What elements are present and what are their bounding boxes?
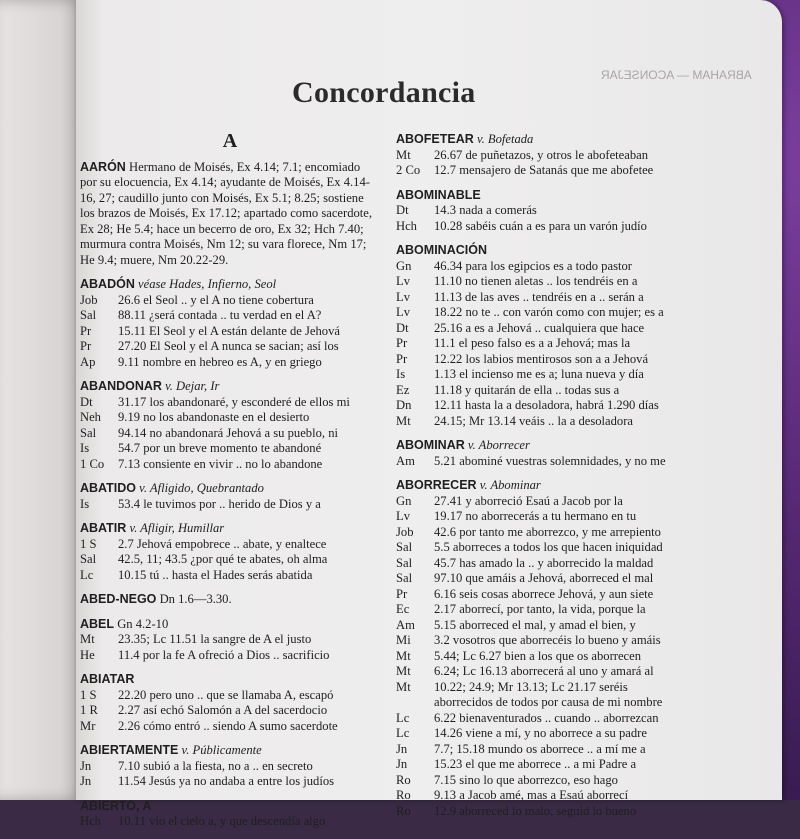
verse-text: 23.35; Lc 11.51 la sangre de A el justo (118, 632, 312, 646)
entry-heading-line (80, 743, 380, 759)
entry-heading-line (80, 521, 380, 537)
verse-text: 14.3 nada a comerás (434, 203, 537, 217)
book-abbrev: Pr (396, 351, 408, 366)
entry-description: Hermano de Moisés, Ex 4.14; 7.1; encomiado por su elocuencia, Ex 4.14; ayudante de Moisés, Ex 4.14-16, 27; caudillo junto con Moisés, Ex 5.1; 8.25; sostiene los brazos de Moisés, Ex 17.12; apartado como sacerdote, Ex 28; He 5.4; hace un becerro de oro, Ex 32; Hch 7.40; murmura contra Moisés, Nm 12; su vara florece, Nm 17; He 9.4; muere, Nm 20.22-29. (80, 159, 373, 267)
verse-reference (80, 568, 380, 584)
entry-headword: ABORRECER (396, 478, 477, 492)
book-abbrev: Mt (396, 648, 411, 663)
verse-text: 2.27 así echó Salomón a A del sacerdocio (118, 703, 328, 717)
verse-text: 2.17 aborrecí, por tanto, la vida, porque la (434, 602, 646, 616)
verse-text: 5.44; Lc 6.27 bien a los que os aborrecen (434, 648, 642, 663)
verse-reference (396, 633, 726, 649)
verse-text: 31.17 los abandonaré, y esconderé de ellos mi (118, 394, 350, 409)
verse-reference (396, 163, 726, 179)
verse-reference (396, 757, 726, 773)
verse-reference (396, 259, 726, 275)
entry-headword: ABIATAR (80, 672, 135, 686)
book-abbrev: Sal (396, 540, 413, 554)
entry-headword: ABOMINABLE (396, 187, 481, 202)
verse-reference (80, 395, 380, 411)
book-abbrev: Pr (80, 339, 92, 353)
entry-heading-line (396, 132, 726, 148)
header-bleed-through: ABRAHAM — ACONSEJAR (601, 68, 752, 82)
book-abbrev: Pr (396, 586, 408, 601)
verse-text: 2.7 Jehová empobrece .. abate, y enaltece (118, 536, 327, 551)
verse-text: 10.22; 24.9; Mr 13.13; Lc 21.17 seréis (434, 679, 628, 694)
verse-reference (396, 383, 726, 399)
entry-headword: ABOMINAR (396, 438, 465, 452)
book-page (76, 0, 782, 828)
book-abbrev: Is (396, 367, 406, 381)
verse-reference (396, 148, 726, 164)
concordance-entry (80, 799, 380, 830)
book-abbrev: Am (396, 617, 415, 632)
verse-text: 42.5, 11; 43.5 ¿por qué te abates, oh alma (118, 552, 328, 566)
entry-description: Dn 1.6—3.30. (159, 592, 232, 606)
book-abbrev: Lc (80, 567, 94, 582)
book-abbrev: Dt (80, 394, 93, 409)
entry-heading-line (80, 617, 380, 633)
verse-reference (396, 711, 726, 727)
verse-text: 12.11 hasta la a desoladora, habrá 1.290 días (434, 398, 659, 412)
verse-reference (80, 355, 380, 371)
verse-reference (396, 680, 726, 696)
verse-reference (396, 509, 726, 525)
book-abbrev: Lc (396, 726, 410, 740)
verse-text: 19.17 no aborrecerás a tu hermano en tu (434, 509, 637, 523)
verse-reference (396, 695, 726, 711)
verse-text: 5.5 aborreces a todos los que hacen iniquidad (434, 540, 663, 554)
book-abbrev: Ap (80, 354, 96, 369)
book-abbrev: Gn (396, 493, 412, 508)
verse-reference (396, 571, 726, 587)
verse-reference (80, 410, 380, 426)
verse-reference (396, 305, 726, 321)
book-abbrev: 1 R (80, 703, 98, 717)
left-column (80, 132, 380, 839)
book-abbrev: Jn (396, 757, 408, 771)
verse-reference (396, 219, 726, 235)
verse-text: 15.23 el que me aborrece .. a mi Padre a (434, 757, 637, 771)
verse-reference (80, 497, 380, 513)
book-abbrev: Mt (396, 413, 411, 428)
book-abbrev: Sal (80, 425, 97, 440)
verse-reference (80, 759, 380, 775)
verse-text: 22.20 pero uno .. que se llamaba A, escapó (118, 687, 334, 702)
verse-text: 27.20 El Seol y el A nunca se sacian; así los (118, 339, 339, 353)
verse-text: 12.9 aborreced lo malo, seguid lo bueno (434, 803, 637, 818)
entry-crossref: v. Abominar (479, 478, 541, 492)
verse-reference (396, 494, 726, 510)
verse-text: 27.41 y aborreció Esaú a Jacob por la (434, 493, 623, 508)
entry-crossref: v. Bofetada (476, 132, 534, 146)
book-abbrev: Sal (80, 308, 97, 322)
verse-reference (396, 352, 726, 368)
book-abbrev: Dt (396, 203, 409, 217)
book-abbrev: Jn (80, 758, 92, 773)
verse-reference (396, 321, 726, 337)
verse-text: 7.13 consiente en vivir .. no lo abandone (118, 456, 323, 471)
verse-reference (80, 688, 380, 704)
verse-reference (396, 649, 726, 665)
entry-heading-line (80, 379, 380, 395)
entry-headword: ABATIDO (80, 481, 137, 495)
entry-heading-line (396, 243, 726, 259)
entry-crossref: v. Afligido, Quebrantado (139, 481, 264, 495)
book-abbrev: 1 Co (80, 456, 105, 471)
verse-text: 24.15; Mr 13.14 veáis .. la a desoladora (434, 413, 634, 428)
verse-text: 7.10 subió a la fiesta, no a .. en secreto (118, 758, 313, 773)
entry-headword: AARÓN (80, 159, 126, 174)
verse-text: 94.14 no abandonará Jehová a su pueblo, ni (118, 425, 338, 440)
concordance-entry (396, 478, 726, 819)
verse-text: 9.11 nombre en hebreo es A, y en griego (118, 354, 322, 369)
verse-reference (396, 664, 726, 680)
verse-reference (80, 308, 380, 324)
book-abbrev: Ro (396, 772, 411, 787)
book-abbrev: Lv (396, 509, 410, 523)
verse-reference (396, 414, 726, 430)
book-abbrev: Jn (396, 741, 408, 756)
entry-description: Gn 4.2-10 (117, 616, 169, 631)
book-abbrev: Mi (396, 633, 411, 647)
concordance-entry (80, 743, 380, 790)
entry-headword: ABEL (80, 616, 115, 631)
verse-text: 11.18 y quitarán de ella .. todas sus a (434, 382, 620, 397)
verse-reference (80, 293, 380, 309)
book-abbrev: 1 S (80, 687, 97, 702)
verse-text: 5.21 abominé vuestras solemnidades, y no me (434, 453, 666, 468)
verse-text: 11.10 no tienen aletas .. los tendréis en a (434, 274, 638, 288)
book-abbrev: Sal (396, 571, 413, 585)
verse-reference (396, 398, 726, 414)
verse-text: 26.67 de puñetazos, y otros le abofeteaban (434, 147, 649, 162)
entry-heading-line (80, 277, 380, 293)
concordance-entry (396, 188, 726, 235)
section-letter: A (222, 130, 238, 152)
book-abbrev: 2 Co (396, 163, 421, 177)
verse-reference (80, 648, 380, 664)
verse-text: 11.54 Jesús ya no andaba a entre los judíos (118, 774, 335, 788)
verse-text: 7.7; 15.18 mundo os aborrece .. a mí me a (434, 741, 646, 756)
verse-reference (80, 339, 380, 355)
verse-reference (80, 457, 380, 473)
verse-text: 15.11 El Seol y el A están delante de Jehová (118, 323, 340, 338)
book-abbrev: Job (80, 292, 98, 307)
entry-heading-line (80, 592, 380, 608)
right-entries-list (396, 132, 726, 819)
entry-heading-line (396, 188, 726, 204)
verse-text: 6.24; Lc 16.13 aborrecerá al uno y amará al (434, 664, 654, 678)
book-abbrev: Lc (396, 710, 410, 725)
book-abbrev: Lv (396, 289, 410, 304)
concordance-entry (396, 438, 726, 469)
entry-crossref: v. Afligir, Humillar (129, 521, 225, 535)
verse-reference (396, 290, 726, 306)
verse-reference (80, 814, 380, 830)
book-abbrev: Ez (396, 382, 410, 397)
entry-headword: ABOFETEAR (396, 132, 474, 146)
entry-heading-line (80, 799, 380, 815)
book-abbrev: Gn (396, 258, 412, 273)
verse-reference (396, 336, 726, 352)
verse-reference (396, 367, 726, 383)
verse-text: 53.4 le tuvimos por .. herido de Dios y a (118, 496, 321, 511)
concordance-entry (80, 592, 380, 608)
verse-text: 11.1 el peso falso es a a Jehová; mas la (434, 336, 631, 350)
book-abbrev: Mt (396, 679, 411, 694)
book-abbrev: Am (396, 453, 415, 468)
book-abbrev: He (80, 647, 95, 662)
concordance-entry (396, 243, 726, 429)
verse-text: 9.19 no los abandonaste en el desierto (118, 410, 310, 424)
concordance-entry (396, 132, 726, 179)
right-column (396, 132, 726, 828)
verse-text: 7.15 sino lo que aborrezco, eso hago (434, 772, 618, 787)
book-abbrev: Is (80, 496, 90, 511)
verse-text: 9.13 a Jacob amé, mas a Esaú aborrecí (434, 788, 629, 802)
entry-heading-line (396, 438, 726, 454)
verse-reference (80, 719, 380, 735)
entry-headword: ABADÓN (80, 277, 135, 291)
concordance-entry (80, 160, 380, 269)
concordance-entry (80, 672, 380, 734)
verse-reference (396, 587, 726, 603)
book-abbrev (396, 695, 434, 711)
verse-text: 10.28 sabéis cuán a es para un varón judío (434, 218, 647, 233)
entry-headword: ABIERTAMENTE (80, 743, 179, 757)
entry-headword: ABED-NEGO (80, 592, 157, 606)
book-abbrev: Mt (396, 147, 411, 162)
verse-reference (396, 556, 726, 572)
book-abbrev: Mt (80, 632, 95, 646)
verse-reference (396, 525, 726, 541)
entry-heading-line (80, 160, 380, 269)
verse-text: 3.2 vosotros que aborrecéis lo bueno y amáis (434, 633, 661, 647)
book-abbrev: Mt (396, 664, 411, 678)
verse-text: 12.7 mensajero de Satanás que me abofetee (434, 163, 654, 177)
verse-text: 26.6 el Seol .. y el A no tiene cobertura (118, 292, 314, 307)
verse-reference (396, 804, 726, 820)
page-title: Concordancia (292, 76, 476, 109)
verse-text: 46.34 para los egipcios es a todo pastor (434, 258, 632, 273)
verse-text: 6.22 bienaventurados .. cuando .. aborrezcan (434, 710, 659, 725)
verse-text: 45.7 has amado la .. y aborrecido la maldad (434, 555, 654, 570)
verse-text: 42.6 por tanto me aborrezco, y me arrepiento (434, 524, 661, 539)
entry-heading-line (80, 481, 380, 497)
entry-headword: ABOMINACIÓN (396, 243, 487, 257)
book-abbrev: Pr (396, 336, 408, 350)
verse-reference (80, 441, 380, 457)
left-page-edge (0, 0, 86, 800)
book-abbrev: Mr (80, 718, 96, 733)
verse-text: 54.7 por un breve momento te abandoné (118, 441, 322, 455)
verse-text: 2.26 cómo entró .. siendo A sumo sacerdote (118, 718, 338, 733)
verse-text: 6.16 seis cosas aborrece Jehová, y aun siete (434, 586, 654, 601)
entry-crossref: v. Aborrecer (467, 438, 530, 452)
entry-crossref: v. Dejar, Ir (165, 379, 220, 393)
verse-reference (80, 324, 380, 340)
book-abbrev: Lv (396, 305, 410, 319)
verse-text: 18.22 no te .. con varón como con mujer; es a (434, 305, 664, 319)
verse-text: 11.13 de las aves .. tendréis en a .. serán a (434, 289, 644, 304)
verse-text: 11.4 por la fe A ofreció a Dios .. sacrificio (118, 647, 330, 662)
verse-reference (396, 540, 726, 556)
book-abbrev: Lv (396, 274, 410, 288)
verse-text: 97.10 que amáis a Jehová, aborreced el mal (434, 571, 654, 585)
verse-text: 88.11 ¿será contada .. tu verdad en el A? (118, 308, 322, 322)
concordance-entry (80, 617, 380, 664)
concordance-entry (80, 481, 380, 512)
book-abbrev: Hch (396, 218, 417, 233)
verse-reference (396, 618, 726, 634)
verse-reference (396, 788, 726, 804)
entry-headword: ABIERTO, A (80, 798, 152, 813)
book-abbrev: Is (80, 441, 90, 455)
book-abbrev: Hch (80, 814, 101, 828)
entry-heading-line (80, 672, 380, 688)
book-abbrev: Sal (396, 555, 413, 570)
verse-text: 5.15 aborreced el mal, y amad el bien, y (434, 617, 636, 632)
book-abbrev: Job (396, 524, 414, 539)
verse-reference (80, 774, 380, 790)
verse-reference (396, 203, 726, 219)
book-abbrev: Ro (396, 788, 411, 802)
verse-text: 10.15 tú .. hasta el Hades serás abatida (118, 567, 313, 582)
book-abbrev: Ro (396, 803, 411, 818)
verse-text: 25.16 a es a Jehová .. cualquiera que hace (434, 320, 645, 335)
verse-text: aborrecidos de todos por causa de mi nombre (434, 695, 663, 709)
verse-reference (80, 426, 380, 442)
concordance-entry (80, 521, 380, 583)
verse-text: 12.22 los labios mentirosos son a a Jehová (434, 351, 649, 366)
book-abbrev: Dt (396, 320, 409, 335)
book-abbrev: Pr (80, 323, 92, 338)
verse-reference (80, 537, 380, 553)
book-abbrev: Jn (80, 774, 92, 788)
verse-reference (80, 703, 380, 719)
entry-headword: ABANDONAR (80, 379, 162, 393)
book-abbrev: Sal (80, 552, 97, 566)
entry-crossref: véase Hades, Infierno, Seol (138, 277, 277, 291)
verse-reference (396, 602, 726, 618)
verse-reference (396, 274, 726, 290)
left-entries-list (80, 160, 380, 830)
verse-text: 1.13 el incienso me es a; luna nueva y día (434, 367, 644, 381)
entry-crossref: v. Públicamente (181, 743, 262, 757)
verse-reference (396, 773, 726, 789)
verse-reference (396, 742, 726, 758)
verse-text: 14.26 viene a mí, y no aborrece a su padre (434, 726, 647, 740)
verse-reference (396, 726, 726, 742)
book-abbrev: Dn (396, 398, 412, 412)
book-abbrev: Ec (396, 602, 410, 616)
entry-heading-line (396, 478, 726, 494)
concordance-entry (80, 277, 380, 370)
concordance-entry (80, 379, 380, 472)
verse-text: 10.11 vio el cielo a, y que descendía algo (118, 814, 326, 828)
book-abbrev: 1 S (80, 536, 97, 551)
verse-reference (80, 632, 380, 648)
verse-reference (396, 454, 726, 470)
entry-headword: ABATIR (80, 521, 127, 535)
verse-reference (80, 552, 380, 568)
book-abbrev: Neh (80, 410, 101, 424)
